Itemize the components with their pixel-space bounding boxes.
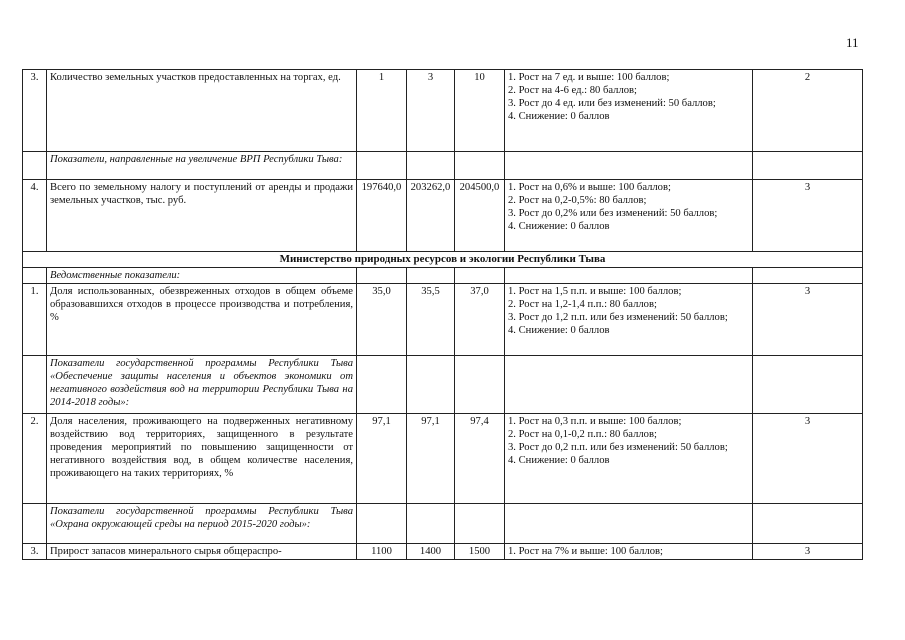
value-3: 204500,0	[455, 180, 505, 252]
criterion: 1. Рост на 7% и выше: 100 баллов;	[508, 546, 663, 557]
section-row	[23, 356, 863, 414]
row-number: 4.	[23, 180, 47, 252]
value-3: 10	[455, 70, 505, 152]
value-2: 97,1	[407, 414, 455, 504]
section-title: Показатели государственной программы Республики Тыва «Охрана окружающей среды на период 2015-2020 годы»:	[47, 504, 357, 544]
criterion: 3. Рост до 0,2% или без изменений: 50 баллов;	[508, 208, 718, 219]
criteria-cell	[505, 70, 753, 152]
criteria-cell	[505, 544, 753, 560]
score: 3	[753, 414, 863, 504]
row-number: 1.	[23, 284, 47, 356]
criterion: 3. Рост до 0,2 п.п. или без изменений: 50 баллов;	[508, 442, 728, 453]
score: 3	[753, 284, 863, 356]
criterion: 2. Рост на 1,2-1,4 п.п.: 80 баллов;	[508, 299, 657, 310]
row-number: 3.	[23, 544, 47, 560]
indicators-table	[22, 69, 863, 560]
table-row	[23, 414, 863, 504]
table-row	[23, 180, 863, 252]
table-row	[23, 544, 863, 560]
value-2: 1400	[407, 544, 455, 560]
criteria-cell	[505, 414, 753, 504]
value-1: 35,0	[357, 284, 407, 356]
value-3: 97,4	[455, 414, 505, 504]
indicator-name: Доля использованных, обезвреженных отходов в общем объеме образовавшихся отходов в процессе производства и потребления, %	[47, 284, 357, 356]
score: 3	[753, 180, 863, 252]
value-2: 35,5	[407, 284, 455, 356]
criterion: 3. Рост до 4 ед. или без изменений: 50 баллов;	[508, 98, 716, 109]
criterion: 2. Рост на 0,1-0,2 п.п.: 80 баллов;	[508, 429, 657, 440]
score: 3	[753, 544, 863, 560]
table-row	[23, 284, 863, 356]
row-number: 3.	[23, 70, 47, 152]
criterion: 4. Снижение: 0 баллов	[508, 111, 610, 122]
criterion: 1. Рост на 0,3 п.п. и выше: 100 баллов;	[508, 416, 682, 427]
indicator-name: Прирост запасов минерального сырья общераспро-	[47, 544, 357, 560]
criterion: 3. Рост до 1,2 п.п. или без изменений: 50 баллов;	[508, 312, 728, 323]
section-title: Ведомственные показатели:	[47, 268, 357, 284]
criterion: 4. Снижение: 0 баллов	[508, 221, 610, 232]
section-title: Показатели государственной программы Республики Тыва «Обеспечение защиты населения и объектов экономики от негативного воздействия вод на территории Республики Тыва на 2014-2018 годы»:	[47, 356, 357, 414]
criterion: 1. Рост на 0,6% и выше: 100 баллов;	[508, 182, 671, 193]
value-3: 37,0	[455, 284, 505, 356]
value-2: 3	[407, 70, 455, 152]
indicator-name: Доля населения, проживающего на подверженных негативному воздействию вод территориях, защищенного в результате проведения мероприятий по повышению защищенности от негативного воздействия вод, в общем количестве населения, проживающего на таких территориях, %	[47, 414, 357, 504]
table-row	[23, 70, 863, 152]
value-1: 197640,0	[357, 180, 407, 252]
score: 2	[753, 70, 863, 152]
section-row	[23, 268, 863, 284]
criterion: 2. Рост на 0,2-0,5%: 80 баллов;	[508, 195, 647, 206]
section-row	[23, 504, 863, 544]
ministry-title: Министерство природных ресурсов и экологии Республики Тыва	[23, 252, 863, 268]
criterion: 1. Рост на 7 ед. и выше: 100 баллов;	[508, 72, 670, 83]
value-1: 1100	[357, 544, 407, 560]
page-number: 11	[846, 35, 859, 50]
value-1: 97,1	[357, 414, 407, 504]
value-3: 1500	[455, 544, 505, 560]
criterion: 1. Рост на 1,5 п.п. и выше: 100 баллов;	[508, 286, 682, 297]
value-2: 203262,0	[407, 180, 455, 252]
indicator-name: Количество земельных участков предоставленных на торгах, ед.	[47, 70, 357, 152]
criterion: 4. Снижение: 0 баллов	[508, 455, 610, 466]
ministry-row	[23, 252, 863, 268]
section-row	[23, 152, 863, 180]
value-1: 1	[357, 70, 407, 152]
indicator-name: Всего по земельному налогу и поступлений от аренды и продажи земельных участков, тыс. руб.	[47, 180, 357, 252]
section-title: Показатели, направленные на увеличение ВРП Республики Тыва:	[47, 152, 357, 180]
criteria-cell	[505, 284, 753, 356]
criteria-cell	[505, 180, 753, 252]
criterion: 4. Снижение: 0 баллов	[508, 325, 610, 336]
criterion: 2. Рост на 4-6 ед.: 80 баллов;	[508, 85, 637, 96]
row-number: 2.	[23, 414, 47, 504]
